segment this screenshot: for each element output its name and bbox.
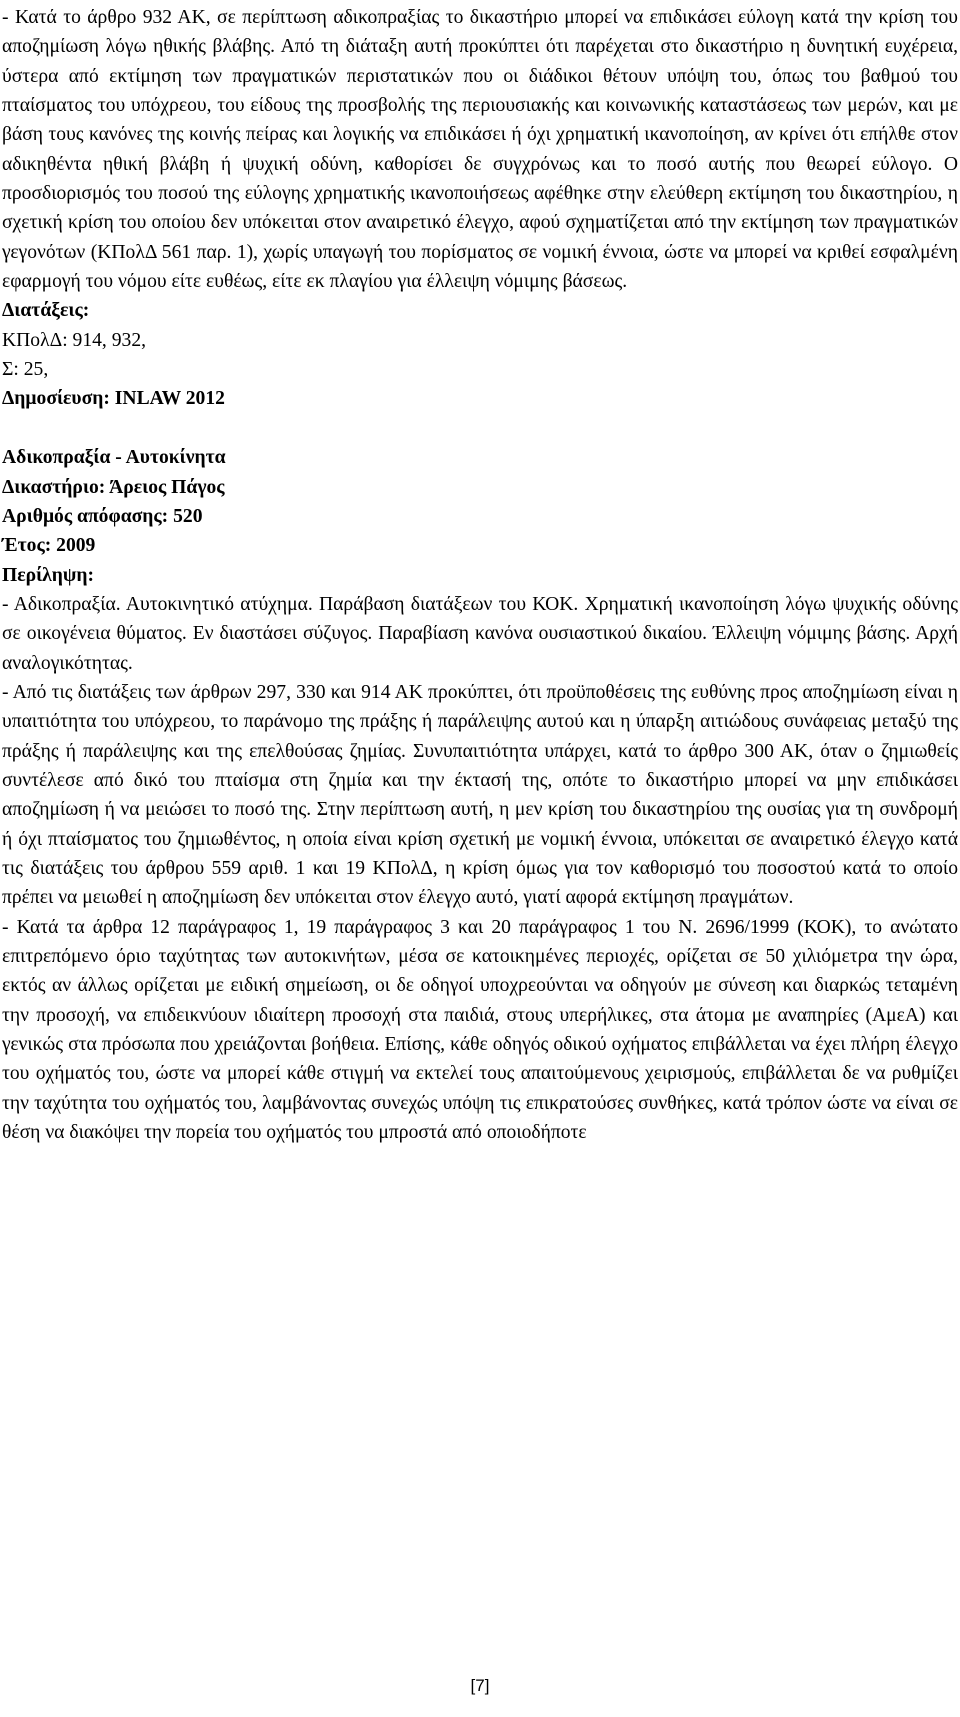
case2-summary-paragraph: - Από τις διατάξεις των άρθρων 297, 330 και 914 ΑΚ προκύπτει, ότι προϋποθέσεις της ευθύνης προς αποζημίωση είναι η υπαιτιότητα του υπόχρεου, το παράνομο της πράξης ή παράλειψης αυτού και η ύπαρξη αιτιώδους συνάφειας μεταξύ της πράξης ή παράλειψης και της επελθούσας ζημίας. Συνυπαιτιότητα υπάρχει, κατά το άρθρο 300 ΑΚ, όταν ο ζημιωθείς συντέλεσε από δικό του πταίσμα στη ζημία και την έκτασή της, οπότε το δικαστήριο μπορεί να μην επιδικάσει αποζημίωση ή να μειώσει το ποσό της. Στην περίπτωση αυτή, η μεν κρίση του δικαστηρίου της ουσίας για τη συνδρομή ή όχι πταίσματος του ζημιωθέντος, η οποία είναι κρίση σχετική με νομική έννοια, υπόκειται σε αναιρετικό έλεγχο κατά τις διατάξεις του άρθρου 559 αριθ. 1 και 19 ΚΠολΔ, η κρίση όμως για τον καθορισμό του ποσοστού κατά το οποίο πρέπει να μειωθεί η αποζημίωση δεν υπόκειται στον έλεγχο αυτό, γιατί αφορά εκτίμηση πραγμάτων.	[2, 681, 958, 909]
case1-provisions-line: Σ: 25,	[2, 359, 49, 381]
page-number: [7]	[470, 1676, 490, 1695]
case2-decision-number: Αριθμός απόφασης: 520	[2, 505, 203, 527]
case1-publication: Δημοσίευση: INLAW 2012	[2, 388, 225, 410]
case2-summary-label: Περίληψη:	[2, 564, 95, 586]
case2-summary-paragraph: - Αδικοπραξία. Αυτοκινητικό ατύχημα. Παράβαση διατάξεων του ΚΟΚ. Χρηματική ικανοποίηση λόγω ψυχικής οδύνης σε οικογένεια θύματος. Εν διαστάσει σύζυγος. Παραβίαση κανόνα ουσιαστικού δικαίου. Έλλειψη νόμιμης βάσης. Αρχή αναλογικότητας.	[2, 593, 958, 674]
case1-summary-paragraph: - Κατά το άρθρο 932 ΑΚ, σε περίπτωση αδικοπραξίας το δικαστήριο μπορεί να επιδικάσει εύλογη κατά την κρίση του αποζημίωση λόγω ηθικής βλάβης. Από τη διάταξη αυτή προκύπτει ότι παρέχεται στο δικαστήριο η δυνητική ευχέρεια, ύστερα από εκτίμηση των πραγματικών περιστατικών που οι διάδικοι θέτουν υπόψη του, όπως του βαθμού του πταίσματος του υπόχρεου, του είδους της προσβολής της περιουσιακής και κοινωνικής καταστάσεως των μερών, και με βάση τους κανόνες της κοινής πείρας και λογικής να επιδικάσει ή όχι χρηματική ικανοποίηση, αν κρίνει ότι επήλθε στον αδικηθέντα ηθική βλάβη ή ψυχική οδύνη, καθορίσει δε συγχρόνως και το ποσό αυτής που θεωρεί εύλογο. Ο προσδιορισμός του ποσού της εύλογης χρηματικής ικανοποιήσεως αφέθηκε στην ελεύθερη εκτίμηση του δικαστηρίου, η σχετική κρίση του οποίου δεν υπόκειται στον αναιρετικό έλεγχο, αφού σχηματίζεται από την εκτίμηση των πραγματικών γεγονότων (ΚΠολΔ 561 παρ. 1), χωρίς υπαγωγή του πορίσματος σε νομική έννοια, ώστε να μπορεί να κριθεί εσφαλμένη εφαρμογή του νόμου είτε ευθέως, είτε εκ πλαγίου για έλλειψη νόμιμης βάσεως.	[2, 7, 958, 293]
case2-heading: Αδικοπραξία - Αυτοκίνητα	[2, 447, 226, 469]
case2-summary-paragraph: - Κατά τα άρθρα 12 παράγραφος 1, 19 παράγραφος 3 και 20 παράγραφος 1 του Ν. 2696/1999 (ΚΟΚ), το ανώτατο επιτρεπόμενο όριο ταχύτητας των αυτοκινήτων, μέσα σε κατοικημένες περιοχές, ορίζεται σε 50 χιλιόμετρα την ώρα, εκτός αν άλλως ορίζεται με ειδική σημείωση, οι δε οδηγοί υποχρεούνται να οδηγούν με σύνεση και διαρκώς τεταμένη την προσοχή, να επιδεικνύουν ιδιαίτερη προσοχή στα παιδιά, στους υπερήλικες, στα άτομα με αναπηρίες (ΑμεΑ) και γενικώς στα πρόσωπα που χρειάζονται βοήθεια. Επίσης, κάθε οδηγός οδικού οχήματος επιβάλλεται να έχει πλήρη έλεγχο του οχήματός του, ώστε να μπορεί κάθε στιγμή να εκτελεί τους απαιτούμενους χειρισμούς, επιβάλλεται δε να ρυθμίζει την ταχύτητα του οχήματός του, λαμβάνοντας συνεχώς υπόψη τις επικρατούσες συνθήκες, κατά τρόπον ώστε να είναι σε θέση να διακόψει την πορεία του οχήματός του μπροστά από οποιοδήποτε	[2, 916, 958, 1144]
case2-court: Δικαστήριο: Άρειος Πάγος	[2, 476, 225, 498]
case1-provisions-line: ΚΠολΔ: 914, 932,	[2, 329, 147, 351]
case2-year: Έτος: 2009	[2, 535, 96, 557]
spacer	[2, 414, 958, 443]
case1-provisions-label: Διατάξεις:	[2, 300, 90, 322]
